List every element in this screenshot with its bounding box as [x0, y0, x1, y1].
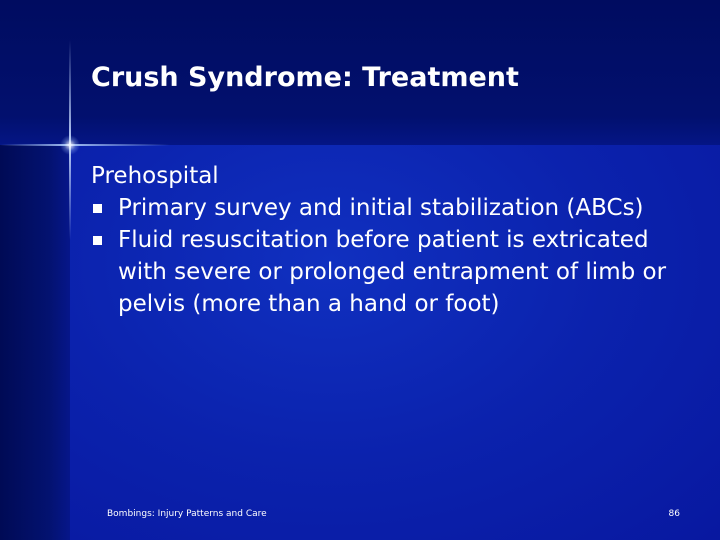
- footer-text: Bombings: Injury Patterns and Care: [107, 509, 267, 519]
- bullet-item: [91, 224, 671, 320]
- square-bullet-icon: [93, 236, 102, 245]
- page-number: 86: [668, 509, 680, 519]
- bullet-text: Fluid resuscitation before patient is extricated with severe or prolonged entrapment of limb or pelvis (more than a hand or foot): [118, 227, 667, 317]
- light-flare-horizontal: [0, 144, 170, 146]
- slide-title: Crush Syndrome: Treatment: [91, 62, 519, 93]
- slide-content: [91, 160, 671, 320]
- square-bullet-icon: [93, 204, 102, 213]
- section-heading: Prehospital: [91, 163, 219, 189]
- bullet-list: [91, 192, 671, 320]
- light-flare-glow: [60, 135, 80, 155]
- bullet-item: [91, 192, 671, 224]
- bullet-text: Primary survey and initial stabilization (ABCs): [118, 195, 644, 221]
